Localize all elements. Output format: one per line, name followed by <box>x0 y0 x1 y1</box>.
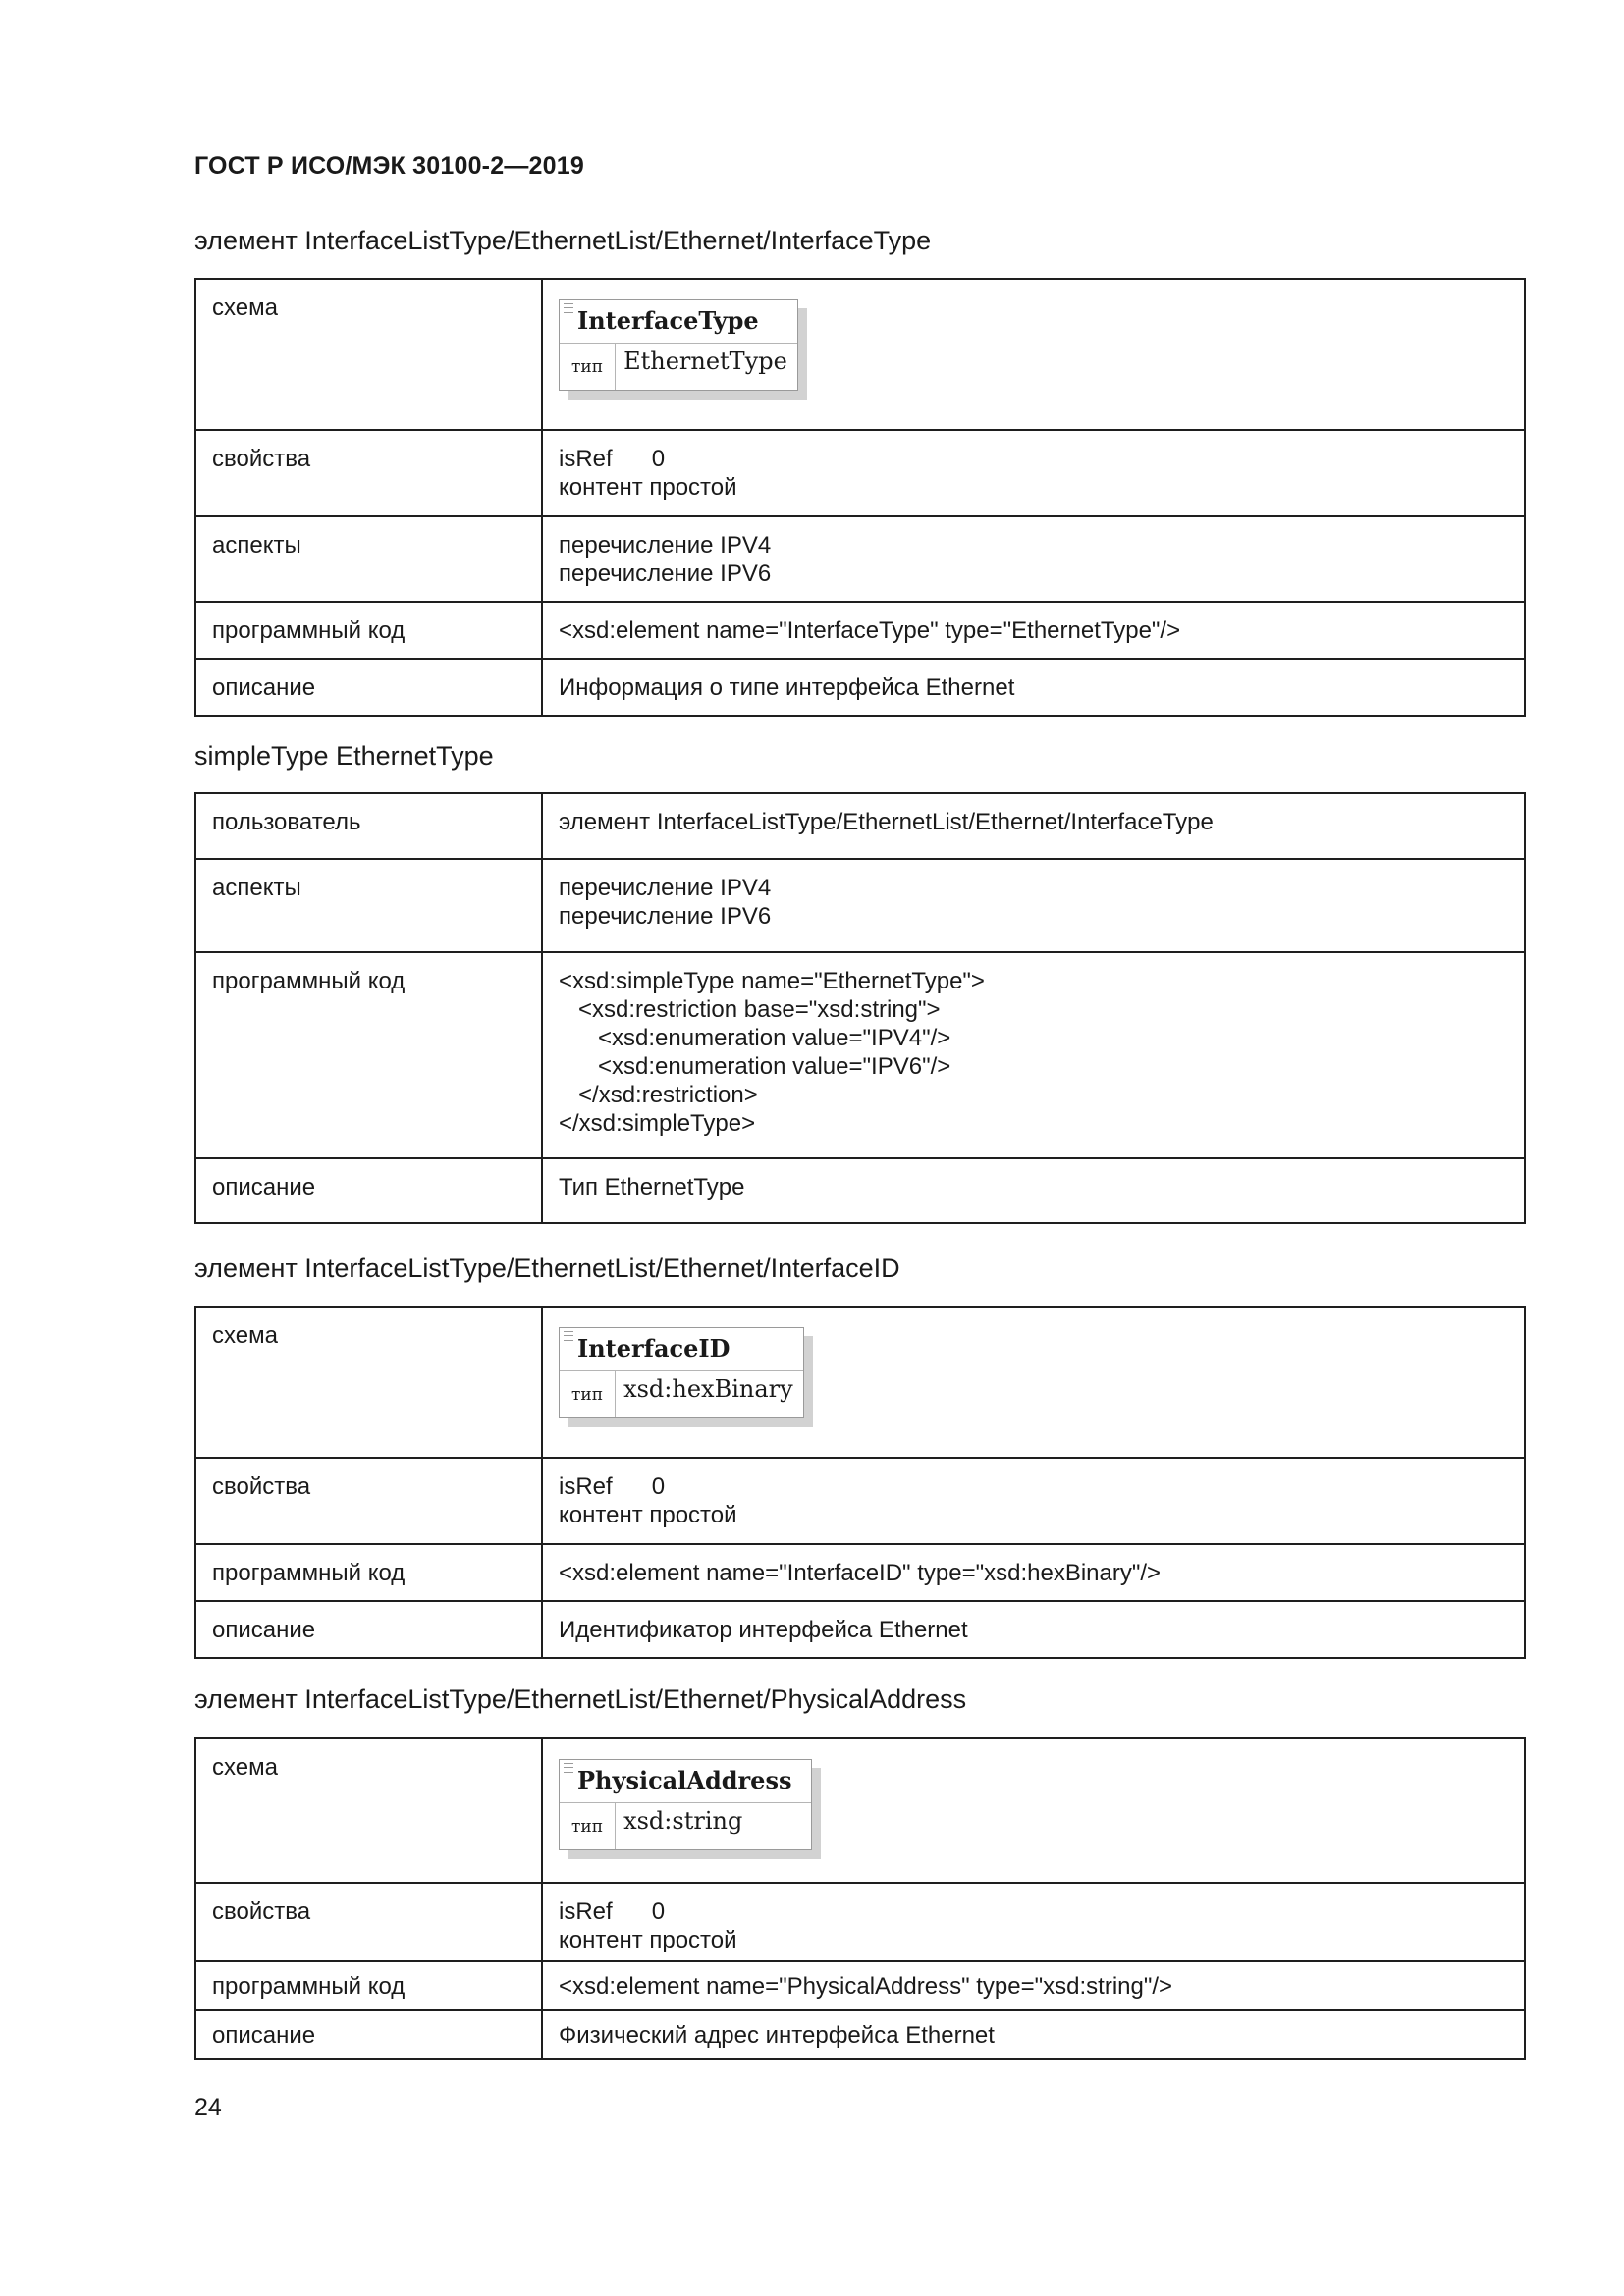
code-line: <xsd:enumeration value="IPV4"/> <box>559 1025 951 1051</box>
row-label: схема <box>195 1307 542 1458</box>
row-label: программный код <box>195 1961 542 2010</box>
code-line: <xsd:simpleType name="EthernetType"> <box>559 968 985 994</box>
row-facets <box>195 859 1525 952</box>
properties-cell <box>542 430 1525 516</box>
section-title-interfacetype: элемент InterfaceListType/EthernetList/Ethernet/InterfaceType <box>194 226 932 255</box>
row-label: описание <box>195 1601 542 1658</box>
row-facets <box>195 516 1525 602</box>
row-label: аспекты <box>195 516 542 602</box>
source-code: <xsd:element name="PhysicalAddress" type="xsd:string"/> <box>542 1961 1525 2010</box>
isref-line <box>559 445 1508 473</box>
element-list-icon <box>564 303 573 313</box>
content-type: контент простой <box>559 1502 737 1528</box>
schema-diagram <box>559 1759 812 1850</box>
isref-label: isRef <box>559 1898 613 1925</box>
section-title-interfaceid: элемент InterfaceListType/EthernetList/Ethernet/InterfaceID <box>194 1254 900 1283</box>
diagram-box <box>559 1759 812 1850</box>
row-properties <box>195 1883 1525 1961</box>
diagram-type-key: тип <box>560 1371 616 1417</box>
row-label: описание <box>195 659 542 716</box>
diagram-box <box>559 299 798 391</box>
description-text: Идентификатор интерфейса Ethernet <box>542 1601 1525 1658</box>
code-line: </xsd:simpleType> <box>559 1110 756 1137</box>
table-interfaceid <box>194 1306 1526 1659</box>
description-text: Информация о типе интерфейса Ethernet <box>542 659 1525 716</box>
document-code: ГОСТ Р ИСО/МЭК 30100-2—2019 <box>194 152 584 180</box>
row-description <box>195 1158 1525 1223</box>
row-schema <box>195 279 1525 430</box>
diagram-type-row <box>560 1371 803 1417</box>
used-by-text: элемент InterfaceListType/EthernetList/Ethernet/InterfaceType <box>542 793 1525 859</box>
facet-line: перечисление IPV6 <box>559 561 772 587</box>
row-label: свойства <box>195 1883 542 1961</box>
row-properties <box>195 430 1525 516</box>
diagram-element-name: InterfaceType <box>560 300 797 344</box>
facet-line: перечисление IPV4 <box>559 532 772 559</box>
facet-line: перечисление IPV6 <box>559 903 772 930</box>
row-description <box>195 1601 1525 1658</box>
code-line: </xsd:restriction> <box>559 1082 758 1108</box>
diagram-type-key: тип <box>560 1803 616 1849</box>
row-description <box>195 2010 1525 2059</box>
row-label: программный код <box>195 1544 542 1601</box>
source-code: <xsd:element name="InterfaceID" type="xsd:hexBinary"/> <box>542 1544 1525 1601</box>
row-label: схема <box>195 1738 542 1883</box>
isref-value: 0 <box>651 446 666 472</box>
section-title-physicaladdress: элемент InterfaceListType/EthernetList/Ethernet/PhysicalAddress <box>194 1684 967 1714</box>
table-physicaladdress <box>194 1737 1526 2060</box>
row-used-by <box>195 793 1525 859</box>
diagram-type-value: xsd:hexBinary <box>623 1375 793 1403</box>
row-label: описание <box>195 1158 542 1223</box>
row-description <box>195 659 1525 716</box>
content-type: контент простой <box>559 474 737 501</box>
row-label: свойства <box>195 430 542 516</box>
row-label: аспекты <box>195 859 542 952</box>
diagram-element-name: InterfaceID <box>560 1328 803 1371</box>
row-label: свойства <box>195 1458 542 1544</box>
facet-line: перечисление IPV4 <box>559 875 772 901</box>
schema-cell <box>542 279 1525 430</box>
element-list-icon <box>564 1763 573 1773</box>
diagram-type-value: xsd:string <box>623 1807 743 1835</box>
section-title-ethernettype: simpleType EthernetType <box>194 741 494 771</box>
isref-value: 0 <box>651 1898 666 1925</box>
schema-cell <box>542 1738 1525 1883</box>
diagram-element-name: PhysicalAddress <box>560 1760 811 1803</box>
isref-label: isRef <box>559 1473 613 1500</box>
description-text: Тип EthernetType <box>542 1158 1525 1223</box>
facets-cell <box>542 859 1525 952</box>
properties-cell <box>542 1883 1525 1961</box>
row-label: описание <box>195 2010 542 2059</box>
row-source <box>195 1544 1525 1601</box>
properties-cell <box>542 1458 1525 1544</box>
diagram-box <box>559 1327 804 1418</box>
row-label: пользователь <box>195 793 542 859</box>
diagram-type-value: EthernetType <box>623 347 787 375</box>
page-number: 24 <box>194 2094 222 2121</box>
isref-value: 0 <box>651 1473 666 1500</box>
diagram-type-key: тип <box>560 344 616 390</box>
isref-line <box>559 1472 1508 1501</box>
schema-cell <box>542 1307 1525 1458</box>
table-ethernettype <box>194 792 1526 1224</box>
diagram-type-row <box>560 1803 811 1849</box>
row-source <box>195 602 1525 659</box>
element-list-icon <box>564 1331 573 1341</box>
row-source <box>195 1961 1525 2010</box>
schema-diagram <box>559 1327 804 1418</box>
isref-line <box>559 1897 1508 1926</box>
row-source <box>195 952 1525 1158</box>
table-interfacetype <box>194 278 1526 717</box>
isref-label: isRef <box>559 446 613 472</box>
source-code: <xsd:element name="InterfaceType" type="EthernetType"/> <box>542 602 1525 659</box>
row-schema <box>195 1738 1525 1883</box>
row-properties <box>195 1458 1525 1544</box>
description-text: Физический адрес интерфейса Ethernet <box>542 2010 1525 2059</box>
schema-diagram <box>559 299 798 391</box>
row-schema <box>195 1307 1525 1458</box>
diagram-type-row <box>560 344 797 390</box>
row-label: программный код <box>195 952 542 1158</box>
content-type: контент простой <box>559 1927 737 1953</box>
facets-cell <box>542 516 1525 602</box>
row-label: схема <box>195 279 542 430</box>
source-code-block <box>542 952 1525 1158</box>
code-line: <xsd:restriction base="xsd:string"> <box>559 996 941 1023</box>
row-label: программный код <box>195 602 542 659</box>
code-line: <xsd:enumeration value="IPV6"/> <box>559 1053 951 1080</box>
